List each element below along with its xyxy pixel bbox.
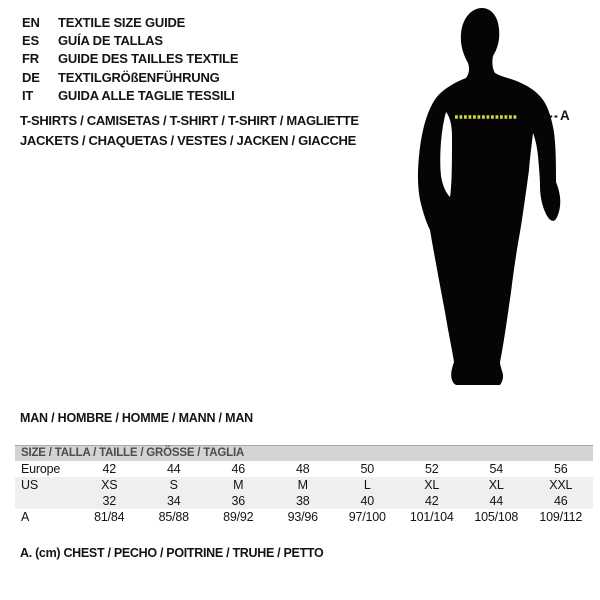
row-label: US	[21, 478, 38, 492]
size-cell: 48	[295, 462, 310, 476]
man-silhouette	[418, 8, 560, 385]
size-cell: 85/88	[158, 510, 189, 524]
size-cell: 101/104	[409, 510, 454, 524]
size-cell: 81/84	[94, 510, 125, 524]
size-cell: 52	[424, 462, 439, 476]
table-row-us	[15, 477, 593, 493]
size-cell: 54	[489, 462, 503, 476]
language-title: GUIDE DES TAILLES TEXTILE	[58, 51, 239, 67]
size-cell: 93/96	[287, 510, 318, 524]
size-cell: S	[169, 478, 178, 492]
size-cell: XL	[488, 478, 504, 492]
size-cell: M	[233, 478, 244, 492]
language-title: GUÍA DE TALLAS	[58, 32, 163, 48]
size-cell: 44	[166, 462, 181, 476]
size-cell: 97/100	[348, 510, 386, 524]
man-silhouette-figure	[412, 4, 582, 396]
language-row	[22, 13, 238, 31]
table-row-alt-sizes	[15, 493, 593, 509]
language-title: GUIDA ALLE TAGLIE TESSILI	[58, 87, 235, 103]
category-list	[20, 111, 359, 150]
size-cell: M	[297, 478, 308, 492]
language-code: FR	[22, 51, 39, 67]
category-tshirts: T-SHIRTS / CAMISETAS / T-SHIRT / T-SHIRT / MAGLIETTE	[20, 113, 359, 128]
language-code: EN	[22, 14, 40, 30]
size-cell: 42	[102, 462, 116, 476]
size-cell: 36	[231, 494, 245, 508]
size-table	[15, 445, 593, 525]
size-cell: L	[363, 478, 371, 492]
measure-label-a: A	[560, 108, 570, 123]
row-label: A	[21, 510, 30, 524]
measurement-footnote: A. (cm) CHEST / PECHO / POITRINE / TRUHE / PETTO	[20, 546, 324, 560]
size-cell: 42	[424, 494, 439, 508]
table-row-europe	[15, 461, 593, 477]
size-cell: 44	[489, 494, 503, 508]
size-cell: 89/92	[223, 510, 254, 524]
size-cell: 40	[360, 494, 374, 508]
row-label	[15, 493, 77, 509]
size-cell: 46	[231, 462, 245, 476]
size-cell: 109/112	[539, 510, 583, 524]
language-row	[22, 50, 238, 68]
language-title: TEXTILGRÖßENFÜHRUNG	[58, 69, 220, 85]
size-cell: 34	[166, 494, 181, 508]
language-row	[22, 31, 238, 49]
size-cell: 50	[360, 462, 374, 476]
language-row	[22, 86, 238, 104]
language-title: TEXTILE SIZE GUIDE	[58, 14, 186, 30]
language-row	[22, 68, 238, 86]
size-cell: 105/108	[474, 510, 519, 524]
size-cell: 46	[553, 494, 568, 508]
language-code: IT	[22, 87, 34, 103]
size-cell: 56	[553, 462, 568, 476]
size-cell: XL	[424, 478, 440, 492]
size-cell: XS	[101, 478, 118, 492]
size-cell: 38	[295, 494, 310, 508]
size-table-header: SIZE / TALLA / TAILLE / GRÖSSE / TAGLIA	[15, 445, 593, 461]
section-title-man: MAN / HOMBRE / HOMME / MANN / MAN	[20, 411, 253, 425]
row-label: Europe	[21, 462, 61, 476]
category-jackets: JACKETS / CHAQUETAS / VESTES / JACKEN / GIACCHE	[20, 132, 356, 148]
language-code: ES	[22, 32, 39, 48]
language-list	[22, 13, 238, 104]
size-cell: 32	[102, 494, 116, 508]
size-cell: XXL	[549, 478, 573, 492]
table-row-chest-a	[15, 509, 593, 525]
language-code: DE	[22, 69, 40, 85]
